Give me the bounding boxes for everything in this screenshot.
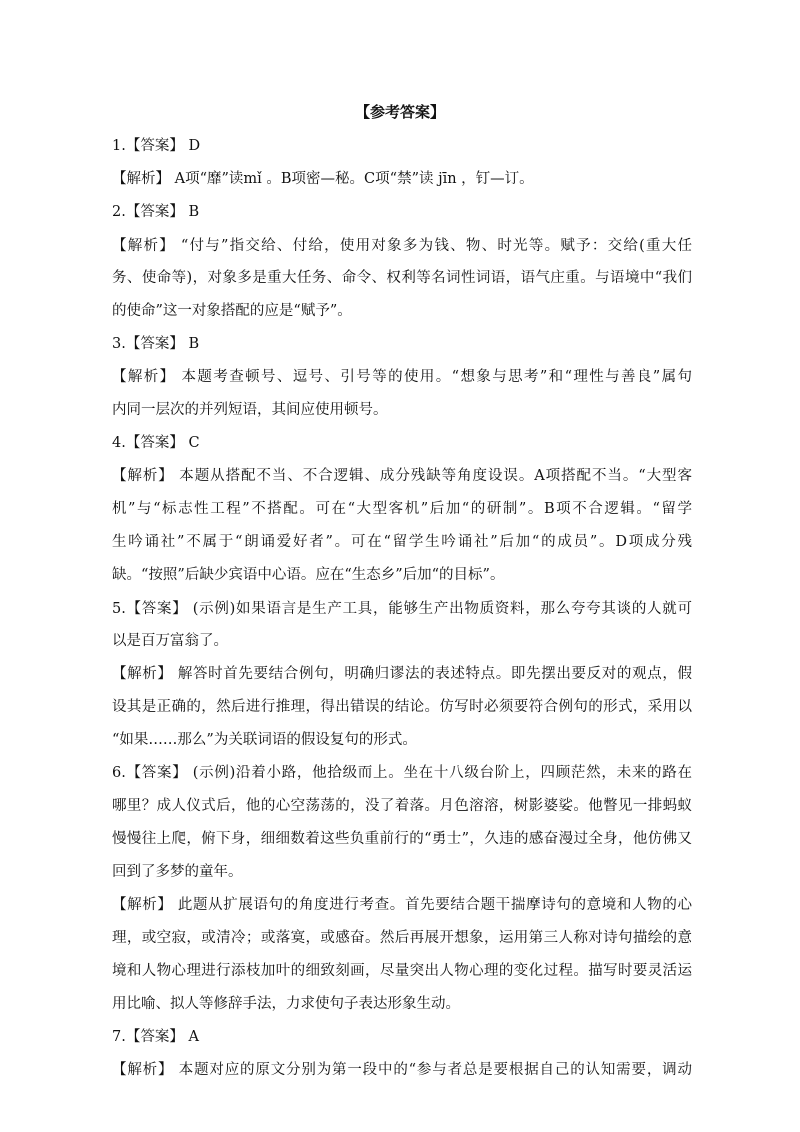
analysis-line: 用比喻、拟人等修辞手法，力求使句子表达形象生动。 [112,996,460,1012]
analysis-line: 理，或空寂，或清冷；或落寞，或感奋。然后再展开想象，运用第三人称对诗句描绘的意 [112,930,692,946]
answer-line: 4.【答案】 C [112,435,200,451]
answer-line: 以是百万富翁了。 [112,633,228,649]
analysis-line: 【解析】 解答时首先要结合例句，明确归谬法的表述特点。即先摆出要反对的观点，假 [112,666,692,682]
answer-line: 慢慢往上爬，俯下身，细细数着这些负重前行的“勇士”，久违的感奋漫过全身，他仿佛又 [112,831,692,847]
analysis-line: 的使命”这一对象搭配的应是“赋予”。 [112,303,352,319]
analysis-line: 境和人物心理进行添枝加叶的细致刻画，尽量突出人物心理的变化过程。描写时要灵活运 [112,963,692,979]
analysis-line: 机”与“标志性工程”不搭配。可在“大型客机”后加“的研制”。B项不合逻辑。“留学 [112,501,692,517]
answer-line: 6.【答案】 (示例)沿着小路，他拾级而上。坐在十八级台阶上，四顾茫然，未来的路在 [112,765,692,781]
analysis-line: 缺。“按照”后缺少宾语中心语。应在“生态乡”后加“的目标”。 [112,567,505,583]
analysis-line: “如果……那么”为关联词语的假设复句的形式。 [112,732,417,748]
analysis-line: 务、使命等)，对象多是重大任务、命令、权利等名词性词语，语气庄重。与语境中“我们 [112,270,692,286]
analysis-line: 【解析】 本题考查顿号、逗号、引号等的使用。“想象与思考”和“理性与善良”属句 [112,369,692,385]
analysis-line: 生吟诵社”不属于“朗诵爱好者”。可在“留学生吟诵社”后加“的成员”。D项成分残 [112,534,692,550]
page-title: 【参考答案】 [354,103,445,121]
analysis-line: 【解析】 A项“靡”读mǐ 。B项密—秘。C项“禁”读 jīn ，钉—订。 [112,171,534,187]
analysis-line: 【解析】 本题从搭配不当、不合逻辑、成分残缺等角度设误。A项搭配不当。“大型客 [112,468,692,484]
answer-line: 哪里？成人仪式后，他的心空荡荡的，没了着落。月色溶溶，树影婆娑。他瞥见一排蚂蚁 [112,798,692,814]
answer-line: 5.【答案】 (示例)如果语言是生产工具，能够生产出物质资料，那么夸夸其谈的人就可 [112,601,692,617]
analysis-line: 【解析】 本题对应的原文分别为第一段中的“参与者总是要根据自己的认知需要，调动 [112,1062,692,1078]
answer-line: 7.【答案】 A [112,1029,199,1045]
analysis-line: 内同一层次的并列短语，其间应使用顿号。 [112,402,388,418]
analysis-line: 【解析】 “付与”指交给、付给，使用对象多为钱、物、时光等。赋予：交给(重大任 [112,238,692,254]
answer-line: 1.【答案】 D [112,138,201,154]
answer-line: 回到了多梦的童年。 [112,864,243,880]
analysis-line: 【解析】 此题从扩展语句的角度进行考查。首先要结合题干揣摩诗句的意境和人物的心 [112,897,692,913]
answer-line: 2.【答案】 B [112,204,200,220]
analysis-line: 设其是正确的，然后进行推理，得出错误的结论。仿写时必须要符合例句的形式，采用以 [112,699,692,715]
answer-line: 3.【答案】 B [112,336,200,352]
